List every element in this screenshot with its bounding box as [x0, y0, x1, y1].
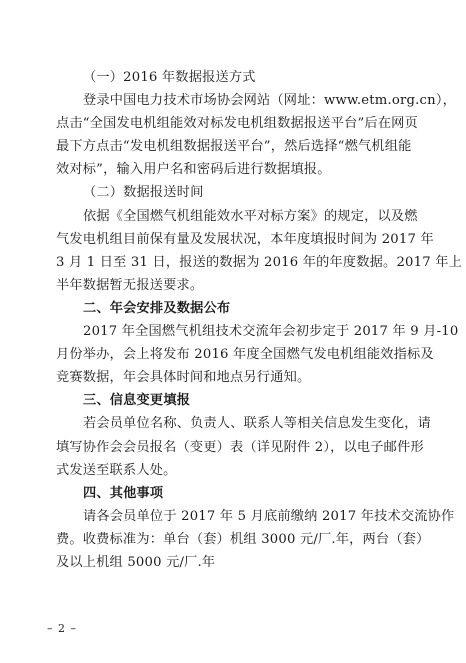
paragraph-line: 3 月 1 日至 31 日，报送的数据为 2016 年的年度数据。2017 年上 [56, 255, 462, 270]
section-heading-meeting: 二、年会安排及数据公布 [83, 301, 231, 316]
paragraph-line: 竞赛数据，年会具体时间和地点另行通知。 [56, 370, 311, 385]
subsection-heading-method: （一）2016 年数据报送方式 [83, 70, 256, 85]
paragraph-line: 气发电机组目前保有量及发展状况，本年度填报时间为 2017 年 [56, 232, 434, 247]
paragraph-line: 及以上机组 5000 元/厂.年 [56, 555, 216, 570]
paragraph-line: 式发送至联系人处。 [56, 463, 177, 478]
paragraph-line: 登录中国电力技术市场协会网站（网址：www.etm.org.cn）， [83, 93, 456, 108]
section-heading-other: 四、其他事项 [83, 486, 164, 501]
page-number: – 2 – [47, 622, 77, 635]
paragraph-line: 填写协作会会员报名（变更）表（详见附件 2），以电子邮件形 [56, 440, 424, 455]
paragraph-line: 半年数据暂无报送要求。 [56, 278, 204, 293]
paragraph-line: 若会员单位名称、负责人、联系人等相关信息发生变化，请 [83, 416, 432, 431]
paragraph-line: 费。收费标准为：单台（套）机组 3000 元/厂.年，两台（套） [56, 532, 430, 547]
subsection-heading-time: （二）数据报送时间 [83, 185, 204, 200]
paragraph-line: 月份举办，会上将发布 2016 年度全国燃气发电机组能效指标及 [56, 347, 434, 362]
paragraph-line: 最下方点击“发电机组数据报送平台”，然后选择“燃气机组能 [56, 139, 412, 154]
paragraph-line: 效对标”，输入用户名和密码后进行数据填报。 [56, 162, 331, 177]
paragraph-line: 点击“全国发电机组能效对标发电机组数据报送平台”后在网页 [56, 116, 418, 131]
paragraph-line: 请各会员单位于 2017 年 5 月底前缴纳 2017 年技术交流协作 [83, 509, 455, 524]
paragraph-line: 依据《全国燃气机组能效水平对标方案》的规定，以及燃 [83, 209, 418, 224]
paragraph-line: 2017 年全国燃气机组技术交流年会初步定于 2017 年 9 月-10 [83, 324, 459, 339]
section-heading-info: 三、信息变更填报 [83, 393, 191, 408]
